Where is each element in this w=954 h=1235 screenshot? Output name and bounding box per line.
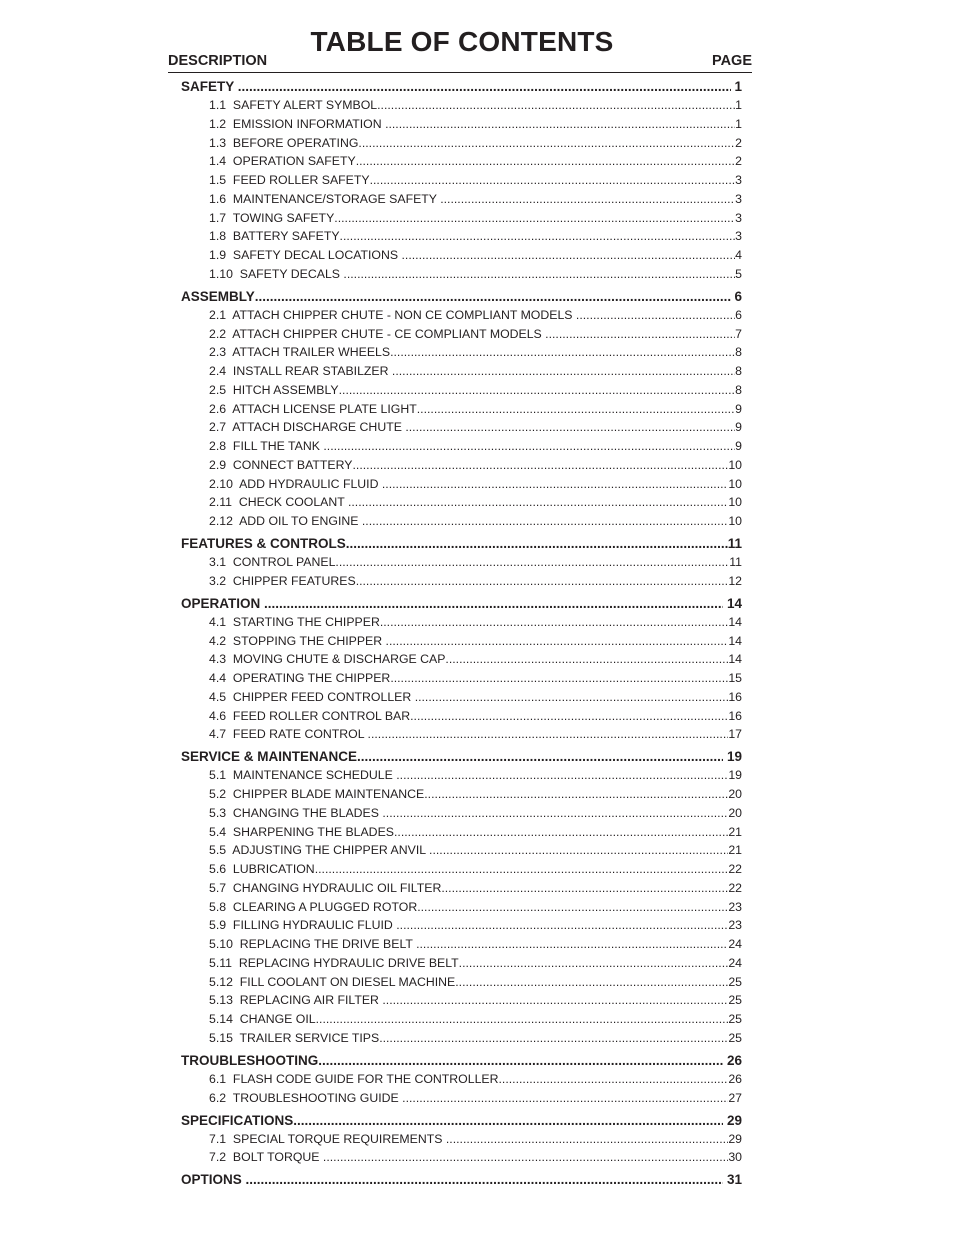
toc-entry-page: 3 — [735, 229, 742, 244]
dot-leader — [394, 825, 728, 839]
toc-entry-page: 11 — [729, 555, 742, 569]
dot-leader — [346, 536, 728, 551]
toc-entry-page: 8 — [735, 345, 742, 360]
toc-entry-label: 5.15 TRAILER SERVICE TIPS — [209, 1030, 380, 1045]
toc-section-page: 29 — [723, 1112, 742, 1128]
dot-leader — [385, 117, 735, 131]
toc-entry-row[interactable] — [209, 192, 742, 206]
toc-entry-label: 5.7 CHANGING HYDRAULIC OIL FILTER — [209, 880, 442, 895]
dot-leader — [356, 154, 735, 168]
toc-entry-row[interactable] — [209, 574, 742, 588]
toc-entry-label: 5.8 CLEARING A PLUGGED ROTOR — [209, 899, 418, 914]
toc-entry-row[interactable] — [209, 383, 742, 397]
toc-entry-label: 5.6 LUBRICATION — [209, 862, 315, 876]
toc-section-row[interactable] — [181, 289, 742, 304]
toc-entry-row[interactable] — [209, 1091, 742, 1105]
toc-entry-row[interactable] — [209, 690, 742, 704]
dot-leader — [382, 993, 728, 1007]
toc-entry-page: 10 — [728, 457, 742, 472]
toc-section-row[interactable] — [181, 79, 742, 94]
toc-entry-label: 2.2 ATTACH CHIPPER CHUTE - CE COMPLIANT MODELS — [209, 326, 546, 341]
toc-entry-label: 2.11 CHECK COOLANT — [209, 495, 348, 510]
toc-entry-row[interactable] — [209, 806, 742, 820]
dot-leader — [377, 98, 735, 112]
toc-entry-label: 5.1 MAINTENANCE SCHEDULE — [209, 768, 397, 783]
toc-entry-label: 4.3 MOVING CHUTE & DISCHARGE CAP — [209, 652, 446, 667]
toc-entry-label: 5.5 ADJUSTING THE CHIPPER ANVIL — [209, 843, 430, 858]
toc-entry-row[interactable] — [209, 136, 742, 150]
toc-entry-row[interactable] — [209, 671, 742, 685]
toc-entry-page: 25 — [728, 993, 742, 1008]
dot-leader — [499, 1072, 729, 1086]
dot-leader — [410, 709, 728, 723]
toc-entry-label: 5.11 REPLACING HYDRAULIC DRIVE BELT — [209, 955, 459, 970]
toc-entry-label: 1.7 TOWING SAFETY — [209, 210, 335, 225]
toc-entry-label: 6.1 FLASH CODE GUIDE FOR THE CONTROLLER — [209, 1071, 499, 1086]
toc-entry-page: 20 — [728, 805, 742, 820]
dot-leader — [446, 1132, 728, 1146]
toc-section-page: 19 — [723, 749, 742, 765]
dot-leader — [441, 881, 728, 895]
toc-entry-row[interactable] — [209, 1132, 742, 1146]
toc-entry-label: 2.7 ATTACH DISCHARGE CHUTE — [209, 420, 406, 435]
dot-leader — [353, 458, 729, 472]
toc-entry-label: 6.2 TROUBLESHOOTING GUIDE — [209, 1090, 403, 1105]
toc-entry-row[interactable] — [209, 345, 742, 359]
toc-section-label: SAFETY — [181, 79, 238, 94]
toc-entry-row[interactable] — [209, 918, 742, 932]
toc-entry-row[interactable] — [209, 173, 742, 187]
toc-entry-row[interactable] — [209, 1012, 742, 1026]
toc-section-label: TROUBLESHOOTING — [181, 1052, 319, 1068]
dot-leader — [390, 671, 728, 685]
toc-entry-page: 9 — [735, 439, 742, 453]
toc-entry-page: 16 — [728, 689, 742, 704]
toc-entry-label: 2.5 HITCH ASSEMBLY — [209, 382, 339, 397]
dot-leader — [357, 749, 723, 764]
toc-entry-label: 1.4 OPERATION SAFETY — [209, 154, 356, 169]
toc-entry-row[interactable] — [209, 308, 742, 322]
toc-entry-label: 4.1 STARTING THE CHIPPER — [209, 614, 380, 629]
toc-entry-label: 7.1 SPECIAL TORQUE REQUIREMENTS — [209, 1131, 446, 1146]
toc-entry-label: 1.9 SAFETY DECAL LOCATIONS — [209, 248, 402, 262]
toc-entry-row[interactable] — [209, 248, 742, 262]
toc-entry-page: 22 — [728, 862, 742, 876]
toc-section-page: 1 — [730, 79, 742, 94]
toc-entry-page: 3 — [735, 191, 742, 206]
toc-section-label: OPTIONS — [181, 1172, 246, 1188]
toc-entry-row[interactable] — [209, 1072, 742, 1086]
toc-entry-row[interactable] — [209, 439, 742, 453]
toc-entry-label: 4.4 OPERATING THE CHIPPER — [209, 671, 391, 685]
toc-entry-row[interactable] — [209, 402, 742, 416]
toc-entry-label: 5.4 SHARPENING THE BLADES — [209, 824, 394, 839]
toc-entry-row[interactable] — [209, 364, 742, 378]
toc-entry-row[interactable] — [209, 615, 742, 629]
description-column-header: DESCRIPTION — [168, 53, 268, 69]
toc-entry-row[interactable] — [209, 117, 742, 131]
toc-entry-page: 22 — [728, 880, 742, 895]
dot-leader — [417, 900, 728, 914]
toc-section-row[interactable] — [181, 1172, 742, 1187]
toc-entry-row[interactable] — [209, 825, 742, 839]
toc-entry-page: 2 — [735, 154, 742, 169]
dot-leader — [343, 267, 735, 281]
toc-entry-label: 5.9 FILLING HYDRAULIC FLUID — [209, 918, 397, 933]
toc-entry-label: 2.10 ADD HYDRAULIC FLUID — [209, 476, 382, 491]
toc-entry-label: 1.10 SAFETY DECALS — [209, 266, 344, 281]
toc-entry-label: 4.2 STOPPING THE CHIPPER — [209, 633, 386, 648]
toc-entry-page: 16 — [728, 708, 742, 723]
toc-entry-page: 25 — [728, 974, 742, 989]
toc-entry-row[interactable] — [209, 420, 742, 434]
toc-entry-page: 3 — [735, 210, 742, 225]
toc-entry-label: 2.8 FILL THE TANK — [209, 439, 324, 453]
toc-entry-page: 29 — [728, 1131, 742, 1146]
toc-entry-row[interactable] — [209, 787, 742, 801]
toc-entry-row[interactable] — [209, 727, 742, 741]
toc-section-row[interactable] — [181, 749, 742, 764]
dot-leader — [416, 937, 728, 951]
toc-entry-page: 1 — [735, 116, 742, 131]
dot-leader — [402, 1091, 728, 1105]
dot-leader — [440, 192, 735, 206]
dot-leader — [318, 1053, 723, 1068]
dot-leader — [396, 768, 728, 782]
toc-section-page: 14 — [723, 595, 742, 611]
dot-leader — [348, 495, 728, 509]
dot-leader — [315, 862, 729, 876]
toc-section-page: 6 — [730, 288, 742, 304]
dot-leader — [415, 690, 729, 704]
toc-entry-page: 27 — [728, 1090, 742, 1105]
toc-entry-label: 1.8 BATTERY SAFETY — [209, 229, 340, 244]
toc-entry-row[interactable] — [209, 327, 742, 341]
toc-entry-page: 9 — [735, 420, 742, 435]
toc-entry-label: 2.3 ATTACH TRAILER WHEELS — [209, 345, 391, 360]
toc-section-page: 31 — [723, 1172, 742, 1188]
toc-entry-row[interactable] — [209, 768, 742, 782]
dot-leader — [316, 1012, 729, 1026]
dot-leader — [339, 383, 736, 397]
toc-entry-page: 9 — [735, 401, 742, 416]
dot-leader — [576, 308, 735, 322]
dot-leader — [390, 345, 735, 359]
toc-entry-row[interactable] — [209, 956, 742, 970]
toc-entry-label: 1.5 FEED ROLLER SAFETY — [209, 173, 370, 187]
toc-entry-page: 19 — [728, 768, 742, 783]
toc-entry-label: 5.3 CHANGING THE BLADES — [209, 805, 383, 820]
toc-entry-page: 23 — [728, 918, 742, 933]
toc-section-page: 11 — [727, 536, 742, 551]
toc-entry-row[interactable] — [209, 154, 742, 168]
toc-entry-label: 3.1 CONTROL PANEL — [209, 555, 336, 569]
toc-section-row[interactable] — [181, 596, 742, 611]
toc-entry-label: 2.9 CONNECT BATTERY — [209, 457, 353, 472]
dot-leader — [455, 975, 728, 989]
toc-entry-label: 2.4 INSTALL REAR STABILZER — [209, 364, 392, 378]
dot-leader — [459, 956, 729, 970]
toc-entry-page: 5 — [735, 266, 742, 281]
dot-leader — [323, 439, 735, 453]
toc-section-label: FEATURES & CONTROLS — [181, 536, 346, 551]
toc-entry-row[interactable] — [209, 458, 742, 472]
dot-leader — [362, 514, 728, 528]
dot-leader — [370, 173, 736, 187]
toc-entry-row[interactable] — [209, 477, 742, 491]
toc-entry-page: 14 — [728, 633, 742, 648]
toc-entry-row[interactable] — [209, 211, 742, 225]
toc-section-row[interactable] — [181, 1113, 742, 1128]
dot-leader — [429, 843, 728, 857]
dot-leader — [246, 1172, 724, 1187]
toc-section-row[interactable] — [181, 536, 742, 551]
toc-entry-row[interactable] — [209, 881, 742, 895]
toc-entry-row[interactable] — [209, 843, 742, 857]
toc-section-label: ASSEMBLY — [181, 288, 255, 304]
dot-leader — [335, 555, 729, 569]
toc-entry-label: 5.12 FILL COOLANT ON DIESEL MACHINE — [209, 974, 456, 989]
toc-entry-row[interactable] — [209, 514, 742, 528]
dot-leader — [358, 136, 735, 150]
dot-leader — [417, 402, 735, 416]
toc-entry-label: 5.14 CHANGE OIL — [209, 1012, 316, 1026]
toc-entry-label: 4.7 FEED RATE CONTROL — [209, 727, 368, 742]
toc-entry-page: 24 — [728, 955, 742, 970]
dot-leader — [386, 634, 729, 648]
toc-entry-page: 8 — [735, 382, 742, 397]
toc-entry-page: 21 — [728, 843, 742, 858]
dot-leader — [255, 289, 731, 304]
toc-entry-page: 4 — [735, 248, 742, 262]
toc-entry-page: 21 — [728, 824, 742, 839]
dot-leader — [380, 615, 728, 629]
toc-entry-row[interactable] — [209, 709, 742, 723]
toc-entry-page: 7 — [735, 326, 742, 341]
toc-entry-row[interactable] — [209, 652, 742, 666]
toc-entry-row[interactable] — [209, 495, 742, 509]
toc-entry-label: 2.1 ATTACH CHIPPER CHUTE - NON CE COMPLIANT MODELS — [209, 307, 576, 322]
toc-entry-label: 1.6 MAINTENANCE/STORAGE SAFETY — [209, 191, 441, 206]
toc-entry-row[interactable] — [209, 634, 742, 648]
toc-entry-row[interactable] — [209, 555, 742, 569]
dot-leader — [264, 596, 723, 611]
toc-section-row[interactable] — [181, 1053, 742, 1068]
toc-entry-row[interactable] — [209, 862, 742, 876]
toc-entry-page: 20 — [728, 787, 742, 801]
toc-entry-page: 25 — [728, 1030, 742, 1045]
toc-entry-page: 3 — [735, 173, 742, 187]
toc-entry-page: 1 — [735, 98, 742, 112]
toc-entry-label: 5.13 REPLACING AIR FILTER — [209, 993, 383, 1008]
toc-entry-page: 14 — [728, 614, 742, 629]
dot-leader — [368, 727, 729, 741]
dot-leader — [293, 1113, 723, 1128]
toc-entry-page: 2 — [735, 135, 742, 150]
dot-leader — [382, 806, 728, 820]
toc-entry-page: 10 — [728, 514, 742, 528]
toc-entry-label: 2.6 ATTACH LICENSE PLATE LIGHT — [209, 401, 417, 416]
dot-leader — [424, 787, 728, 801]
toc-entry-row[interactable] — [209, 267, 742, 281]
toc-section-label: SERVICE & MAINTENANCE — [181, 749, 358, 765]
dot-leader — [334, 211, 735, 225]
toc-entry-label: 4.6 FEED ROLLER CONTROL BAR — [209, 708, 411, 723]
toc-entry-page: 26 — [728, 1071, 742, 1086]
toc-entry-page: 24 — [728, 937, 742, 951]
toc-entry-row[interactable] — [209, 1150, 742, 1164]
toc-entry-page: 8 — [735, 364, 742, 378]
toc-entry-label: 1.3 BEFORE OPERATING — [209, 135, 359, 150]
toc-entry-page: 17 — [728, 727, 742, 742]
dot-leader — [405, 420, 735, 434]
toc-entry-label: 1.2 EMISSION INFORMATION — [209, 116, 386, 131]
dot-leader — [379, 1031, 728, 1045]
page-title: TABLE OF CONTENTS — [310, 26, 614, 57]
toc-entry-label: 4.5 CHIPPER FEED CONTROLLER — [209, 689, 415, 704]
toc-entry-page: 15 — [728, 671, 742, 685]
dot-leader — [445, 652, 728, 666]
toc-section-label: OPERATION — [181, 595, 265, 611]
toc-entry-row[interactable] — [209, 900, 742, 914]
toc-entry-label: 2.12 ADD OIL TO ENGINE — [209, 514, 362, 528]
page-column-header: PAGE — [711, 53, 752, 69]
toc-entry-label: 5.2 CHIPPER BLADE MAINTENANCE — [209, 787, 425, 801]
dot-leader — [340, 229, 736, 243]
toc-entry-row[interactable] — [209, 229, 742, 243]
dot-leader — [382, 477, 728, 491]
toc-entry-page: 10 — [728, 495, 742, 510]
toc-entry-row[interactable] — [209, 937, 742, 951]
toc-entry-label: 3.2 CHIPPER FEATURES — [209, 573, 356, 588]
toc-entry-page: 6 — [735, 307, 742, 322]
toc-entry-page: 30 — [728, 1150, 742, 1165]
dot-leader — [356, 574, 729, 588]
dot-leader — [401, 248, 735, 262]
dot-leader — [238, 79, 731, 94]
dot-leader — [396, 918, 728, 932]
dot-leader — [545, 327, 735, 341]
toc-entry-row[interactable] — [209, 993, 742, 1007]
toc-entry-page: 10 — [728, 476, 742, 491]
toc-entry-page: 23 — [728, 899, 742, 914]
toc-entry-page: 14 — [728, 652, 742, 667]
dot-leader — [392, 364, 735, 378]
dot-leader — [323, 1150, 728, 1164]
toc-section-label: SPECIFICATIONS — [181, 1112, 294, 1128]
toc-entry-label: 7.2 BOLT TORQUE — [209, 1150, 323, 1165]
toc-entry-row[interactable] — [209, 98, 742, 112]
toc-entry-row[interactable] — [209, 1031, 742, 1045]
toc-entry-row[interactable] — [209, 975, 742, 989]
toc-section-page: 26 — [723, 1052, 742, 1068]
toc-entry-label: 1.1 SAFETY ALERT SYMBOL — [209, 98, 378, 112]
toc-entry-page: 12 — [728, 573, 742, 588]
toc-entry-label: 5.10 REPLACING THE DRIVE BELT — [209, 937, 417, 951]
toc-entry-page: 25 — [728, 1012, 742, 1026]
